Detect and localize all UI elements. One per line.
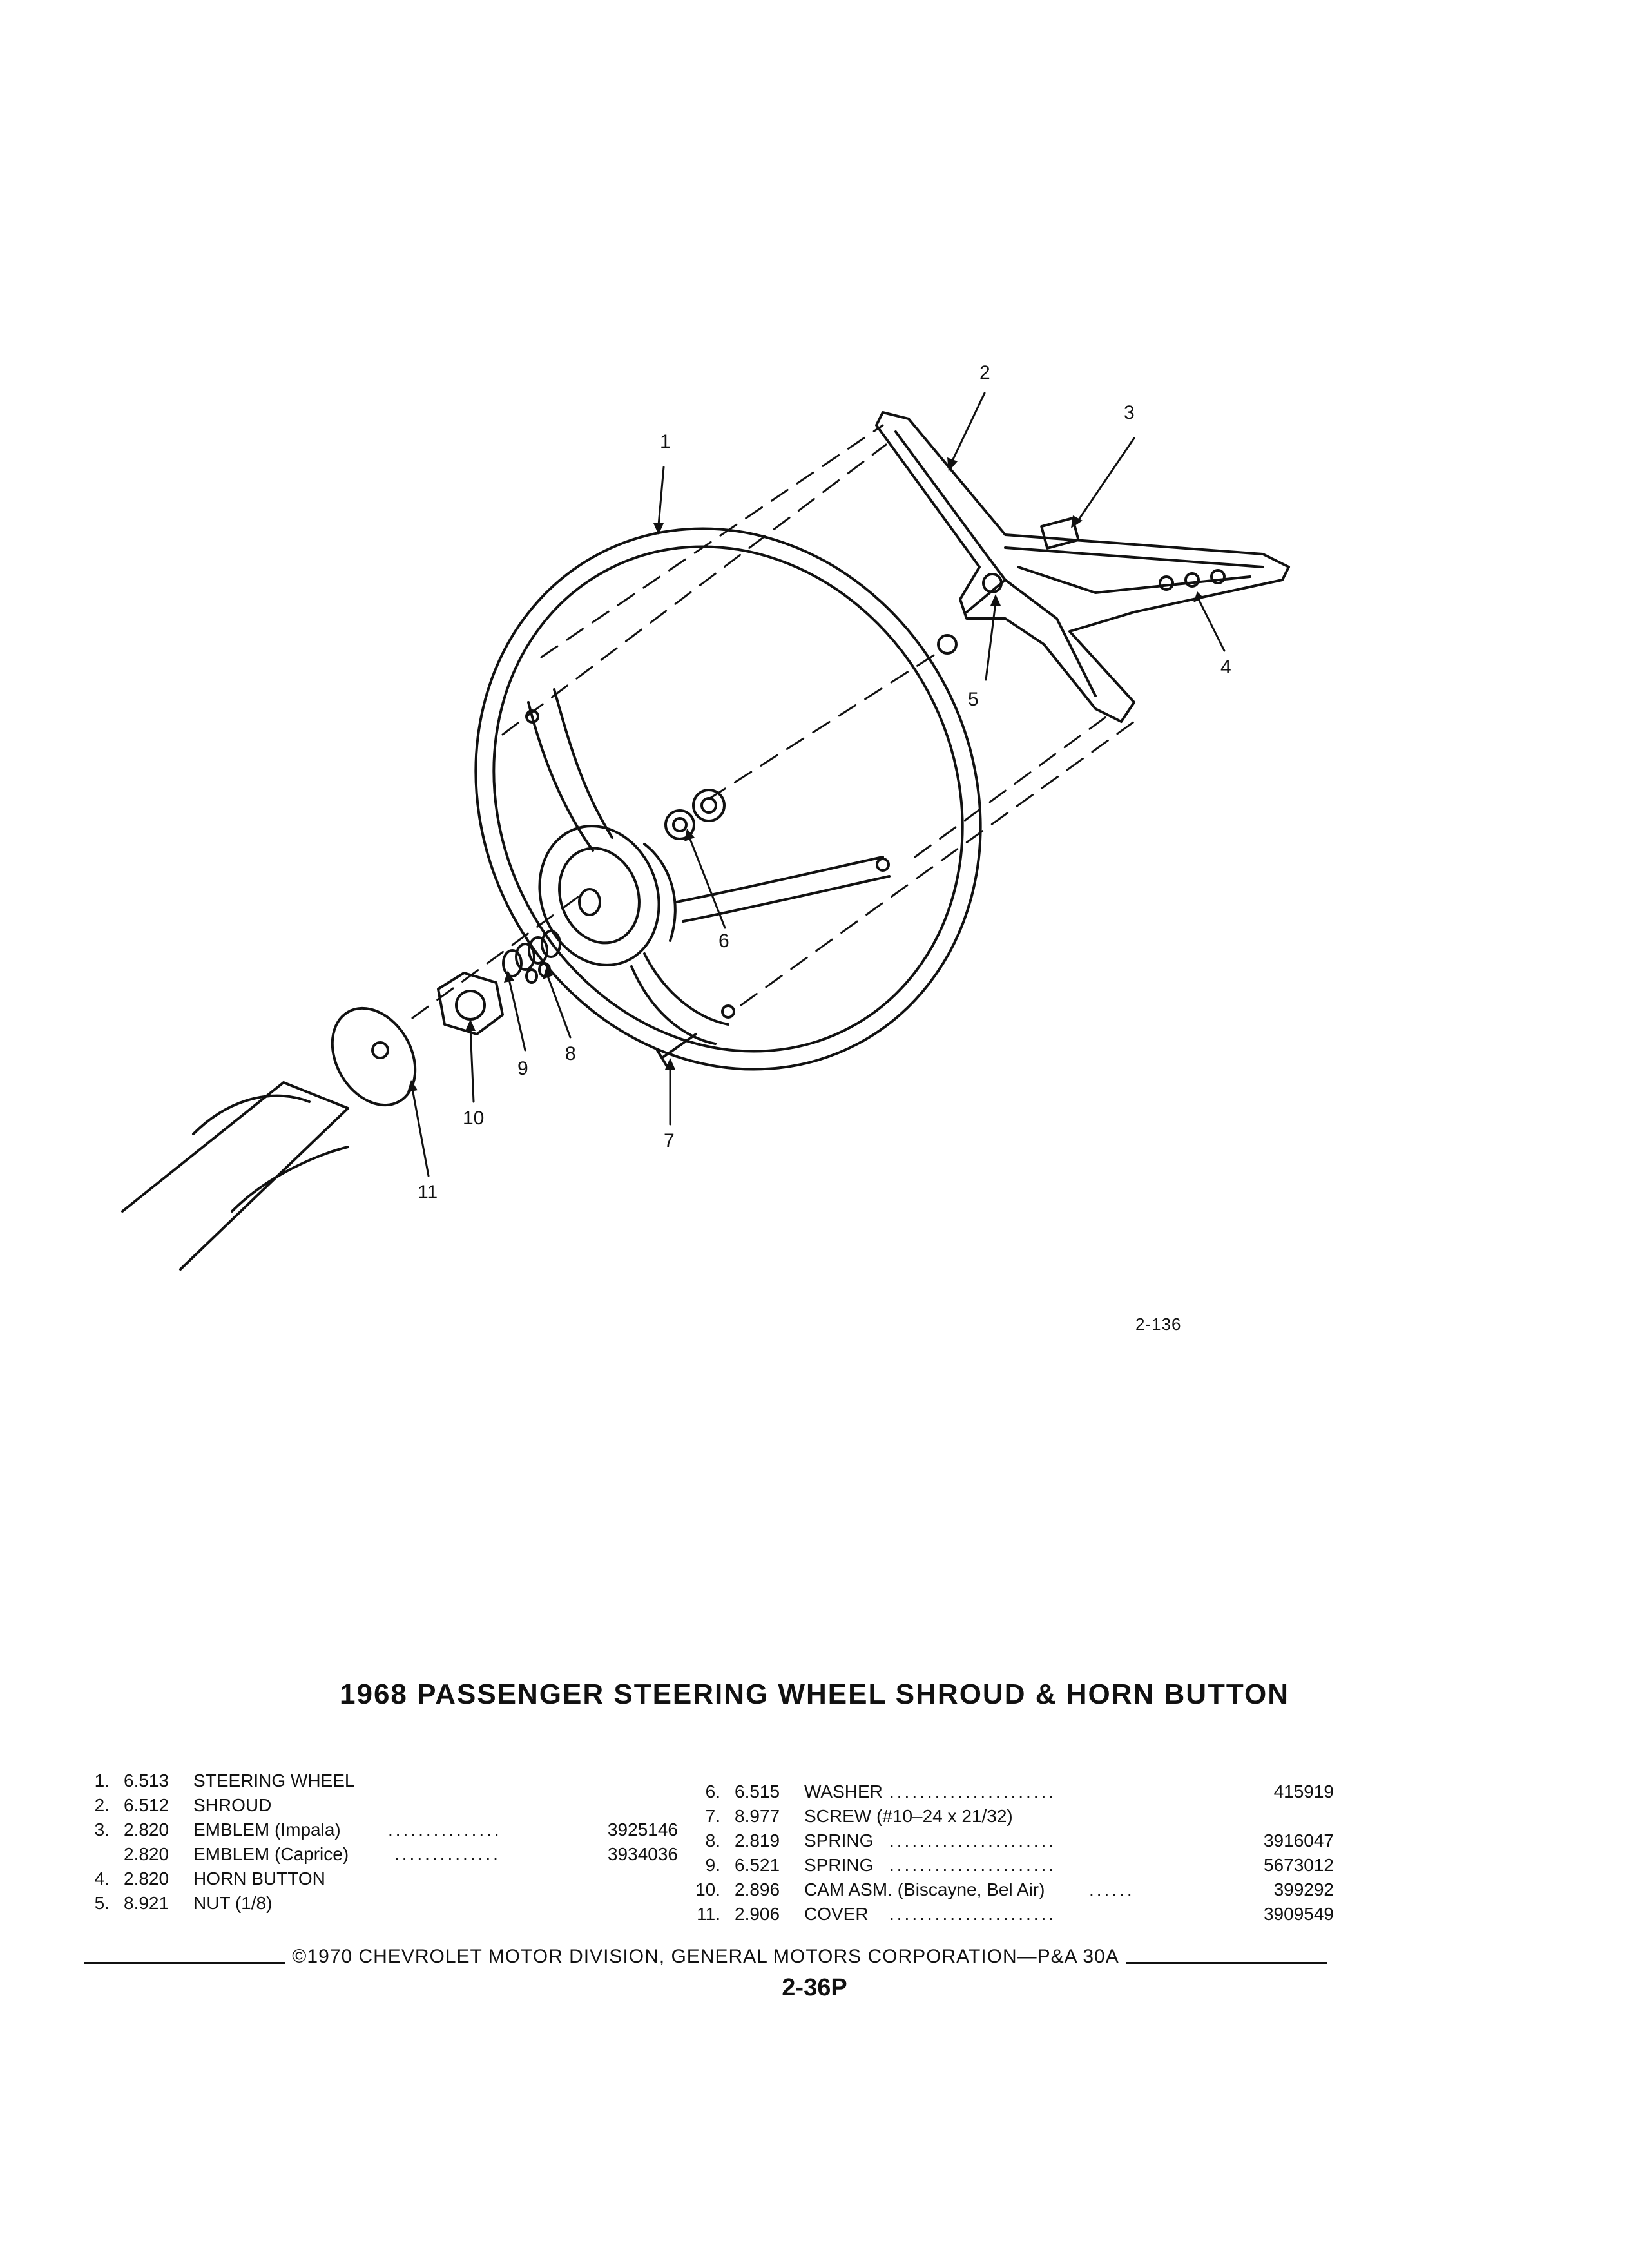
- callout-6: 6: [718, 930, 729, 952]
- list-item: [689, 1853, 1334, 1878]
- part-number: 3916047: [1263, 1831, 1334, 1850]
- steering-wheel-drawing: [382, 439, 1075, 1158]
- item-code: 6.512: [124, 1795, 169, 1815]
- list-item: [689, 1780, 1334, 1804]
- list-item: [689, 1829, 1334, 1853]
- parts-list-left: [79, 1769, 678, 1916]
- callout-9: 9: [517, 1058, 528, 1079]
- item-code: 2.819: [735, 1831, 780, 1850]
- part-number: 3934036: [607, 1844, 678, 1864]
- item-description: SPRING: [804, 1855, 874, 1875]
- item-number: 7.: [705, 1806, 720, 1826]
- item-code: 6.515: [735, 1782, 780, 1802]
- item-code: 2.906: [735, 1904, 780, 1924]
- leader-dots: ......: [1089, 1879, 1135, 1899]
- list-item: [79, 1867, 678, 1891]
- part-number: 399292: [1273, 1879, 1334, 1899]
- list-item: [79, 1769, 678, 1793]
- callout-5: 5: [968, 689, 979, 710]
- callout-3: 3: [1124, 402, 1135, 423]
- item-description: SCREW (#10–24 x 21/32): [804, 1806, 1013, 1826]
- part-number: 3909549: [1263, 1904, 1334, 1924]
- item-code: 2.896: [735, 1879, 780, 1899]
- item-number: 10.: [695, 1879, 720, 1899]
- item-number: 1.: [94, 1771, 110, 1791]
- list-item: [689, 1804, 1334, 1829]
- parts-list-right: [689, 1780, 1334, 1927]
- item-description: HORN BUTTON: [193, 1869, 325, 1888]
- copyright-footer: [84, 1946, 1327, 1968]
- footer-rule-right: [1126, 1962, 1327, 1964]
- item-number: 11.: [697, 1904, 720, 1924]
- item-description: EMBLEM (Caprice): [193, 1844, 349, 1864]
- leader-lines: [412, 393, 1224, 1176]
- page-number: 2-36P: [782, 1974, 847, 2001]
- item-number: 8.: [705, 1831, 720, 1850]
- list-item: [689, 1902, 1334, 1927]
- item-description: STEERING WHEEL: [193, 1771, 355, 1791]
- item-code: 2.820: [124, 1844, 169, 1864]
- copyright-text: ©1970 CHEVROLET MOTOR DIVISION, GENERAL MOTORS CORPORATION—P&A 30A: [292, 1946, 1119, 1967]
- callout-10: 10: [463, 1108, 485, 1129]
- item-description: COVER: [804, 1904, 869, 1924]
- list-item: [689, 1878, 1334, 1902]
- callout-11: 11: [418, 1182, 438, 1203]
- list-item: [79, 1793, 678, 1818]
- callout-4: 4: [1220, 657, 1231, 678]
- item-number: 4.: [94, 1869, 110, 1888]
- item-description: NUT (1/8): [193, 1893, 273, 1913]
- item-description: SPRING: [804, 1831, 874, 1850]
- item-code: 8.921: [124, 1893, 169, 1913]
- part-number: 5673012: [1263, 1855, 1334, 1875]
- leader-dots: ...............: [388, 1820, 502, 1840]
- leader-dots: ......................: [889, 1904, 1057, 1924]
- callout-2: 2: [979, 362, 990, 383]
- small-parts-drawing: [122, 635, 956, 1269]
- list-item: [79, 1891, 678, 1916]
- item-description: EMBLEM (Impala): [193, 1820, 341, 1840]
- item-number: 3.: [94, 1820, 110, 1840]
- item-number: 5.: [94, 1893, 110, 1913]
- item-number: 6.: [705, 1782, 720, 1802]
- part-number: 3925146: [607, 1820, 678, 1840]
- item-number: 9.: [705, 1855, 720, 1875]
- leader-dots: ......................: [889, 1855, 1057, 1875]
- item-code: 6.521: [735, 1855, 780, 1875]
- footer-rule-left: [84, 1962, 285, 1964]
- leader-dots: ......................: [889, 1831, 1057, 1850]
- part-number: 415919: [1273, 1782, 1334, 1802]
- leader-dots: ..............: [394, 1844, 501, 1864]
- item-code: 2.820: [124, 1820, 169, 1840]
- callout-1: 1: [660, 431, 671, 452]
- item-description: CAM ASM. (Biscayne, Bel Air): [804, 1879, 1045, 1899]
- callout-8: 8: [565, 1043, 576, 1064]
- page-title: 1968 PASSENGER STEERING WHEEL SHROUD & HORN BUTTON: [340, 1678, 1289, 1710]
- callout-7: 7: [664, 1130, 675, 1151]
- item-description: SHROUD: [193, 1795, 272, 1815]
- item-number: 2.: [94, 1795, 110, 1815]
- leader-dots: ......................: [889, 1782, 1057, 1802]
- item-code: 2.820: [124, 1869, 169, 1888]
- list-item: [79, 1842, 678, 1867]
- figure-number: 2-136: [1135, 1314, 1182, 1334]
- list-item: [79, 1818, 678, 1842]
- item-code: 8.977: [735, 1806, 780, 1826]
- item-code: 6.513: [124, 1771, 169, 1791]
- item-description: WASHER: [804, 1782, 883, 1802]
